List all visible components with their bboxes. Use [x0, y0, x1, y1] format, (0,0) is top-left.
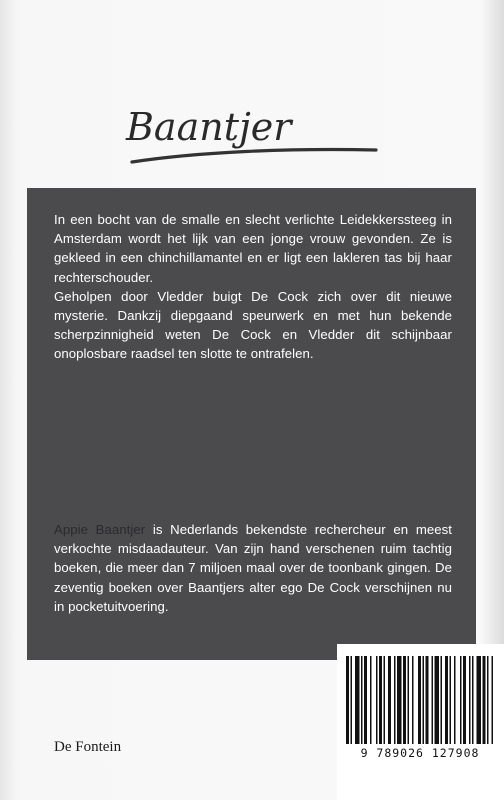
- barcode-bar: [445, 656, 448, 744]
- isbn-barcode: [344, 656, 496, 748]
- barcode-bar: [441, 656, 443, 744]
- barcode-bar: [408, 656, 410, 744]
- blurb: [54, 210, 452, 364]
- barcode-bar: [397, 656, 402, 744]
- barcode-bar: [418, 656, 421, 744]
- barcode-bar: [384, 656, 386, 744]
- barcode-bar: [435, 656, 440, 744]
- barcode-bar: [426, 656, 429, 744]
- barcode-bar: [469, 656, 471, 744]
- blurb-paragraph-2: Geholpen door Vledder buigt De Cock zich over dit nieuwe mysterie. Dankzij diepgaand speurwerk en met hun bekende scherpzinnigheid weten De Cock en Vledder dit schijnbaar onoplosbare raadsel ten slotte te ontrafelen.: [54, 288, 452, 362]
- barcode-bar: [364, 656, 367, 744]
- author-bio-text: is Nederlands bekendste rechercheur en meest verkochte misdaadauteur. Van zijn hand verschenen ruim tachtig boeken, die meer dan 7 miljoen maal over de toonbank gingen. De zeventig boeken over Baantjers alter ego De Cock verschijnen nu in pocketuitvoering.: [54, 522, 452, 614]
- barcode-bar: [483, 656, 486, 744]
- blurb-paragraph-1: In een bocht van de smalle en slecht verlichte Leidekkerssteeg in Amsterdam wordt het lijk van een jonge vrouw gevonden. Ze is gekleed in een chinchillamantel en er ligt een lakleren tas bij haar rechterschouder.: [54, 212, 452, 285]
- barcode-bar: [432, 656, 434, 744]
- barcode-bar: [450, 656, 452, 744]
- baantjer-logo: [118, 92, 388, 182]
- author-name: Appie Baantjer: [54, 522, 146, 537]
- barcode-bar: [412, 656, 414, 744]
- barcode-bar: [370, 656, 372, 744]
- barcode-bar: [460, 656, 462, 744]
- isbn-number: 9 789026 127908: [360, 746, 480, 760]
- barcode-bar: [403, 656, 406, 744]
- barcode-bar: [454, 656, 456, 744]
- barcode-bar: [346, 656, 349, 744]
- barcode-bar: [388, 656, 391, 744]
- barcode-bar: [477, 656, 482, 744]
- barcode-bar: [487, 656, 489, 744]
- publisher-name: De Fontein: [54, 739, 122, 755]
- logo-text: Baantjer: [126, 105, 292, 149]
- barcode-bar: [351, 656, 353, 744]
- barcode-bar: [463, 656, 466, 744]
- barcode-bar: [492, 656, 494, 744]
- barcode-bar: [394, 656, 396, 744]
- barcode-bar: [423, 656, 425, 744]
- author-bio: [54, 520, 452, 616]
- barcode-bar: [355, 656, 360, 744]
- barcode-bar: [379, 656, 382, 744]
- barcode-bar: [472, 656, 474, 744]
- barcode-bar: [361, 656, 363, 744]
- barcode-bar: [376, 656, 378, 744]
